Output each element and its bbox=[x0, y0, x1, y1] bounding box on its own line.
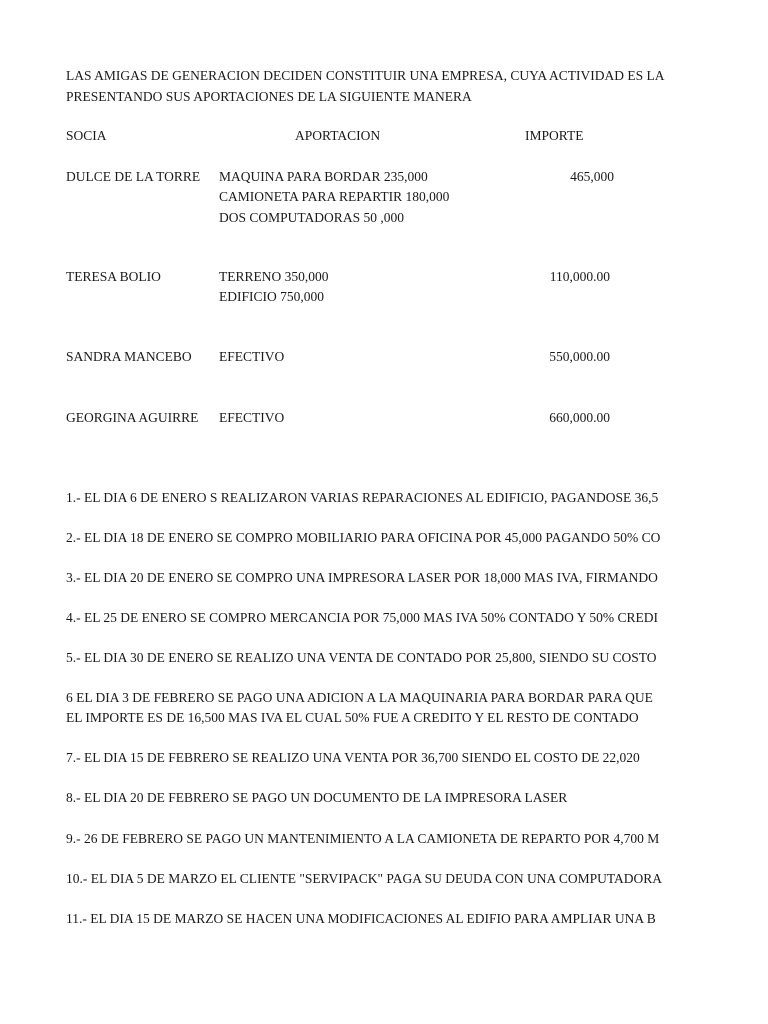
importe-value: 465,000 bbox=[570, 169, 614, 184]
operation-item: 9.- 26 DE FEBRERO SE PAGO UN MANTENIMIENTO A LA CAMIONETA DE REPARTO POR 4,700 M bbox=[66, 831, 660, 846]
aportacion-item: EFECTIVO bbox=[219, 349, 285, 364]
operation-item: 4.- EL 25 DE ENERO SE COMPRO MERCANCIA POR 75,000 MAS IVA 50% CONTADO Y 50% CREDI bbox=[66, 610, 658, 625]
operation-item: 1.- EL DIA 6 DE ENERO S REALIZARON VARIAS REPARACIONES AL EDIFICIO, PAGANDOSE 36,5 bbox=[66, 490, 659, 505]
operation-item: 10.- EL DIA 5 DE MARZO EL CLIENTE "SERVIPACK" PAGA SU DEUDA CON UNA COMPUTADORA bbox=[66, 871, 663, 886]
importe-value: 110,000.00 bbox=[549, 269, 610, 284]
operation-item: 5.- EL DIA 30 DE ENERO SE REALIZO UNA VENTA DE CONTADO POR 25,800, SIENDO SU COSTO bbox=[66, 650, 657, 665]
aportacion-item: MAQUINA PARA BORDAR 235,000 bbox=[219, 169, 428, 184]
importe-value: 550,000.00 bbox=[549, 349, 610, 364]
operation-item: 7.- EL DIA 15 DE FEBRERO SE REALIZO UNA VENTA POR 36,700 SIENDO EL COSTO DE 22,020 bbox=[66, 750, 640, 765]
operation-item: 11.- EL DIA 15 DE MARZO SE HACEN UNA MODIFICACIONES AL EDIFIO PARA AMPLIAR UNA B bbox=[66, 911, 656, 926]
operation-item: 2.- EL DIA 18 DE ENERO SE COMPRO MOBILIARIO PARA OFICINA POR 45,000 PAGANDO 50% CO bbox=[66, 530, 661, 545]
operation-item: 8.- EL DIA 20 DE FEBRERO SE PAGO UN DOCUMENTO DE LA IMPRESORA LASER bbox=[66, 790, 568, 805]
header-socia: SOCIA bbox=[66, 128, 107, 143]
aportacion-item: EDIFICIO 750,000 bbox=[219, 289, 324, 304]
operation-item-continuation: EL IMPORTE ES DE 16,500 MAS IVA EL CUAL 50% FUE A CREDITO Y EL RESTO DE CONTADO bbox=[66, 710, 639, 725]
header-importe: IMPORTE bbox=[525, 128, 584, 143]
socia-name: TERESA BOLIO bbox=[66, 269, 161, 284]
socia-name: SANDRA MANCEBO bbox=[66, 349, 192, 364]
aportacion-item: EFECTIVO bbox=[219, 410, 285, 425]
aportacion-item: TERRENO 350,000 bbox=[219, 269, 329, 284]
intro-line-1: LAS AMIGAS DE GENERACION DECIDEN CONSTITUIR UNA EMPRESA, CUYA ACTIVIDAD ES LA bbox=[66, 68, 665, 83]
socia-name: DULCE DE LA TORRE bbox=[66, 169, 201, 184]
aportacion-item: CAMIONETA PARA REPARTIR 180,000 bbox=[219, 189, 450, 204]
operation-item: 3.- EL DIA 20 DE ENERO SE COMPRO UNA IMPRESORA LASER POR 18,000 MAS IVA, FIRMANDO bbox=[66, 570, 658, 585]
importe-value: 660,000.00 bbox=[549, 410, 610, 425]
header-aportacion: APORTACION bbox=[295, 128, 381, 143]
intro-line-2: PRESENTANDO SUS APORTACIONES DE LA SIGUIENTE MANERA bbox=[66, 89, 472, 104]
socia-name: GEORGINA AGUIRRE bbox=[66, 410, 199, 425]
aportacion-item: DOS COMPUTADORAS 50 ,000 bbox=[219, 210, 404, 225]
operation-item: 6 EL DIA 3 DE FEBRERO SE PAGO UNA ADICION A LA MAQUINARIA PARA BORDAR PARA QUE bbox=[66, 690, 653, 705]
